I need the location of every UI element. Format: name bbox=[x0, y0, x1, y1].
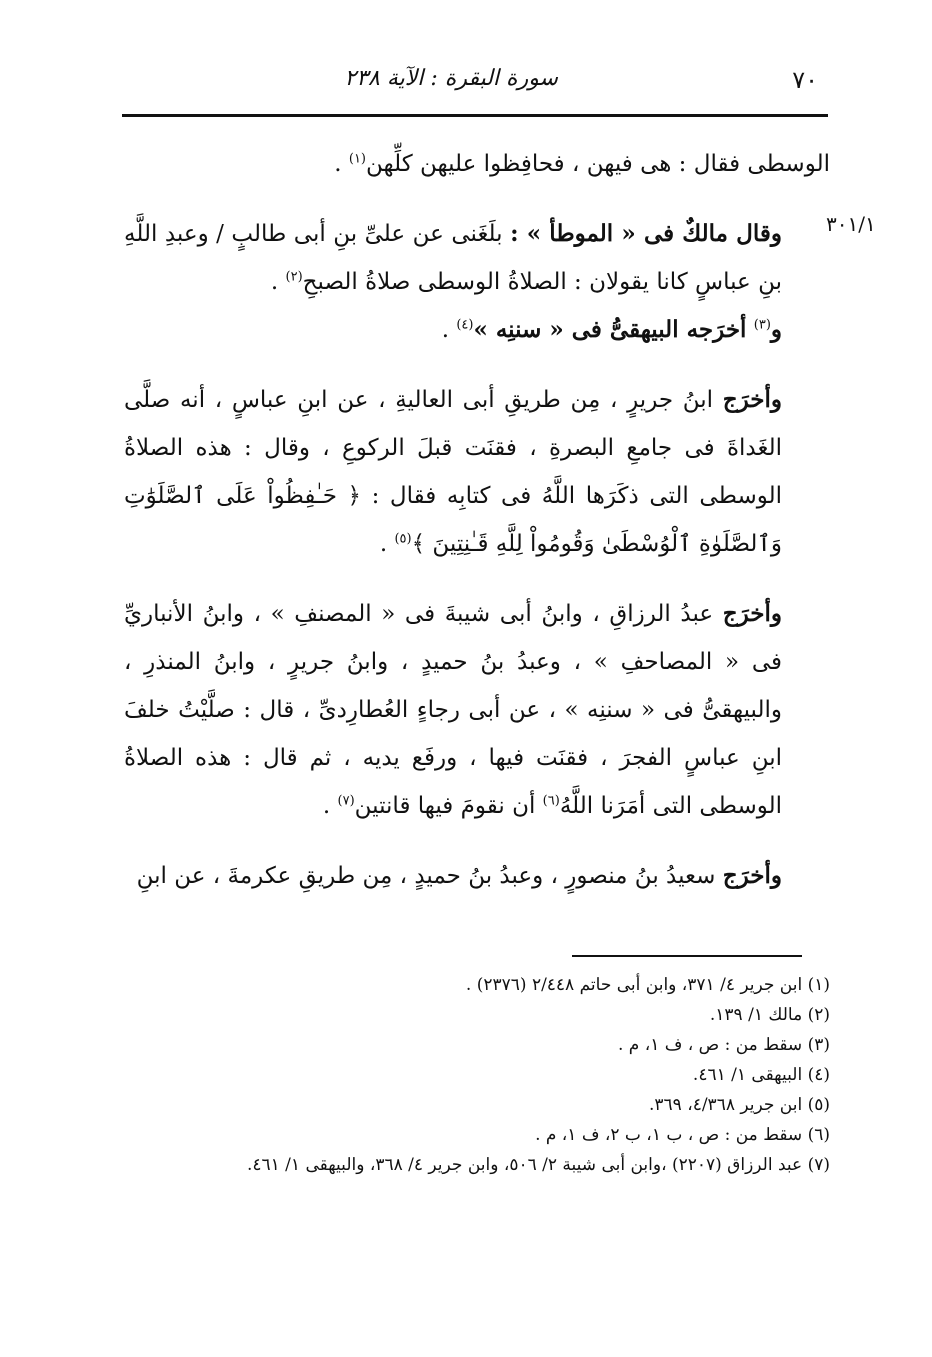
footnote: (٧) عبد الرزاق (٢٢٠٧) ،وابن أبى شيبة ٢/ ٥٠٦، وابن جرير ٤/ ٣٦٨، والبيهقى ١/ ٤٦١. bbox=[246, 1155, 830, 1175]
paragraph-text: أن نقومَ فيها قانتين bbox=[354, 793, 536, 819]
footnote-ref: (٦) bbox=[542, 793, 560, 809]
paragraph-lead: وأخرَج bbox=[722, 862, 782, 889]
paragraph-6 bbox=[124, 852, 830, 900]
paragraph-lead: وقال مالكٌ فى « الموطأ » : bbox=[510, 220, 783, 247]
footnote-rule bbox=[572, 955, 802, 957]
footnote: (١) ابن جرير ٤/ ٣٧١، وابن أبى حاتم ٢/٤٤٨ (٢٣٧٦) . bbox=[465, 975, 830, 995]
page-number: ٧٠ bbox=[792, 66, 818, 94]
running-title: سورة البقرة : الآية ٢٣٨ bbox=[344, 66, 558, 91]
footnote-ref: (٢) bbox=[285, 269, 303, 285]
footnote: (٥) ابن جرير ٤/٣٦٨، ٣٦٩. bbox=[649, 1095, 830, 1115]
footnote-ref: (٧) bbox=[337, 793, 355, 809]
header-rule bbox=[122, 114, 828, 117]
paragraph-lead: وأخرَج bbox=[722, 600, 783, 627]
footnote-ref: (٥) bbox=[394, 531, 412, 547]
paragraph-lead: و bbox=[770, 316, 782, 343]
page-header bbox=[120, 58, 828, 104]
footnote-ref: (٣) bbox=[753, 317, 771, 333]
footnote-ref: (٤) bbox=[456, 317, 474, 333]
footnote: (٣) سقط من : ص ، ف ١، م . bbox=[617, 1035, 830, 1055]
paragraph-text: ابنُ جريرٍ ، مِن طريقِ أبى العاليةِ ، عن ابنِ عباسٍ ، أنه صلَّى الغَداةَ فى جامعِ البصرةِ ، فقنَت قبلَ الركوعِ ، وقال : هذه الصلاةُ الوسطى التى ذكَرَها اللَّهُ فى كتابِه فقال : ﴿ حَـٰفِظُواْ عَلَى ٱلصَّلَوَٰتِ وَٱلصَّلَوٰةِ ٱلْوُسْطَىٰ وَقُومُواْ لِلَّهِ قَـٰنِتِينَ ﴾ bbox=[124, 387, 782, 557]
paragraph-3: و$^{(٣)}$ أخرَجه البيهقىُّ فى « سننِه »$^{(٤)}$ . bbox=[441, 316, 782, 343]
footnote-ref: (١) bbox=[348, 151, 366, 167]
paragraph-text: أخرَجه البيهقىُّ فى « سننِه » bbox=[473, 316, 747, 343]
footnote: (٢) مالك ١/ ١٣٩. bbox=[709, 1005, 830, 1025]
footnote: (٤) البيهقى ١/ ٤٦١. bbox=[692, 1065, 830, 1085]
paragraph-text: سعيدُ بنُ منصورٍ ، وعبدُ بنُ حميدٍ ، مِن طريقِ عكرمةَ ، عن ابنِ bbox=[136, 863, 716, 889]
footnotes bbox=[124, 970, 830, 1180]
paragraph-lead: وأخرَج bbox=[722, 386, 783, 413]
paragraph-5: وأخرَج عبدُ الرزاقِ ، وابنُ أبى شيبةَ فى « المصنفِ » ، وابنُ الأنباريِّ فى « المصاحفِ » ، وعبدُ بنُ حميدٍ ، وابنُ جريرٍ ، وابنُ المنذرِ ، والبيهقىُّ فى « سننِه » ، عن أبى رجاءٍ العُطارِدىِّ ، قال : صلَّيْتُ خلفَ ابنِ عباسٍ الفجرَ ، فقنَت فيها ، ورفَع يديه ، ثم قال : هذه الصلاةُ الوسطى التى أمَرَنا اللَّهُ$^{(٦)}$ أن نقومَ فيها قانتين$^{(٧)}$ . bbox=[124, 600, 783, 819]
main-text bbox=[124, 140, 830, 900]
paragraph-text: بلَغَنى عن علىِّ بنِ أبى طالبٍ / وعبدِ اللَّهِ بنِ عباسٍ كانا يقولان : الصلاةُ الوسطى صلاةُ الصبحِ bbox=[124, 221, 782, 295]
paragraph-1: الوسطى فقال : هى فيهن ، فحافِظوا عليهن كلِّهن$^{(١)}$ . bbox=[334, 151, 830, 177]
margin-reference: ٣٠١/١ bbox=[826, 212, 876, 236]
paragraph-text: الوسطى فقال : هى فيهن ، فحافِظوا عليهن كلِّهن bbox=[366, 151, 830, 177]
paragraph-2: وقال مالكٌ فى « الموطأ » : بلَغَنى عن علىِّ بنِ أبى طالبٍ / وعبدِ اللَّهِ بنِ عباسٍ كانا يقولان : الصلاةُ الوسطى صلاةُ الصبحِ$^{(٢)}$ . bbox=[124, 220, 783, 295]
paragraph-4: وأخرَج ابنُ جريرٍ ، مِن طريقِ أبى العاليةِ ، عن ابنِ عباسٍ ، أنه صلَّى الغَداةَ فى جامعِ البصرةِ ، فقنَت قبلَ الركوعِ ، وقال : هذه الصلاةُ الوسطى التى ذكَرَها اللَّهُ فى كتابِه فقال : ﴿ حَـٰفِظُواْ عَلَى ٱلصَّلَوَٰتِ وَٱلصَّلَوٰةِ ٱلْوُسْطَىٰ وَقُومُواْ لِلَّهِ قَـٰنِتِينَ ﴾$^{(٥)}$ . bbox=[124, 386, 783, 557]
footnote: (٦) سقط من : ص ، ب ١، ب ٢، ف ١، م . bbox=[535, 1125, 830, 1145]
paragraph-text: عبدُ الرزاقِ ، وابنُ أبى شيبةَ فى « المصنفِ » ، وابنُ الأنباريِّ فى « المصاحفِ » ، وعبدُ بنُ حميدٍ ، وابنُ جريرٍ ، وابنُ المنذرِ ، والبيهقىُّ فى « سننِه » ، عن أبى رجاءٍ العُطارِدىِّ ، قال : صلَّيْتُ خلفَ ابنِ عباسٍ الفجرَ ، فقنَت فيها ، ورفَع يديه ، ثم قال : هذه الصلاةُ الوسطى التى أمَرَنا اللَّهُ bbox=[124, 601, 782, 819]
